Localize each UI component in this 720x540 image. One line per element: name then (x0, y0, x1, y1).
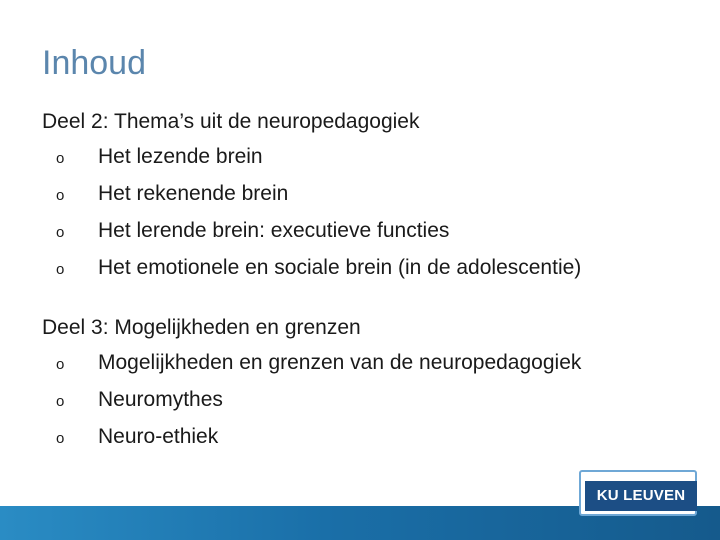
section-item-list (42, 345, 581, 456)
list-item-text: Neuro-ethiek (98, 425, 219, 448)
list-item (42, 382, 581, 419)
list-item-text: Neuromythes (98, 388, 223, 411)
ku-leuven-logo: KU LEUVEN (585, 481, 697, 511)
slide-title: Inhoud (42, 44, 146, 82)
section-item-list (42, 139, 581, 287)
bullet-icon: o (56, 261, 65, 278)
list-item-text: Het lerende brein: executieve functies (98, 219, 450, 242)
bullet-icon: o (56, 430, 65, 447)
section-heading: Deel 3: Mogelijkheden en grenzen (42, 316, 361, 339)
list-item-text: Het lezende brein (98, 145, 263, 168)
list-item (42, 176, 581, 213)
section-deel-3 (42, 310, 581, 456)
list-item (42, 345, 581, 382)
bullet-icon: o (56, 224, 65, 241)
bullet-icon: o (56, 187, 65, 204)
section-deel-2 (42, 104, 581, 287)
bullet-icon: o (56, 356, 65, 373)
list-item (42, 250, 581, 287)
list-item (42, 213, 581, 250)
list-item-text: Mogelijkheden en grenzen van de neuropedagogiek (98, 351, 582, 374)
list-item (42, 419, 581, 456)
list-item (42, 139, 581, 176)
list-item-text: Het emotionele en sociale brein (in de adolescentie) (98, 256, 582, 279)
list-item-text: Het rekenende brein (98, 182, 289, 205)
bullet-icon: o (56, 393, 65, 410)
bullet-icon: o (56, 150, 65, 167)
section-heading: Deel 2: Thema’s uit de neuropedagogiek (42, 110, 420, 133)
